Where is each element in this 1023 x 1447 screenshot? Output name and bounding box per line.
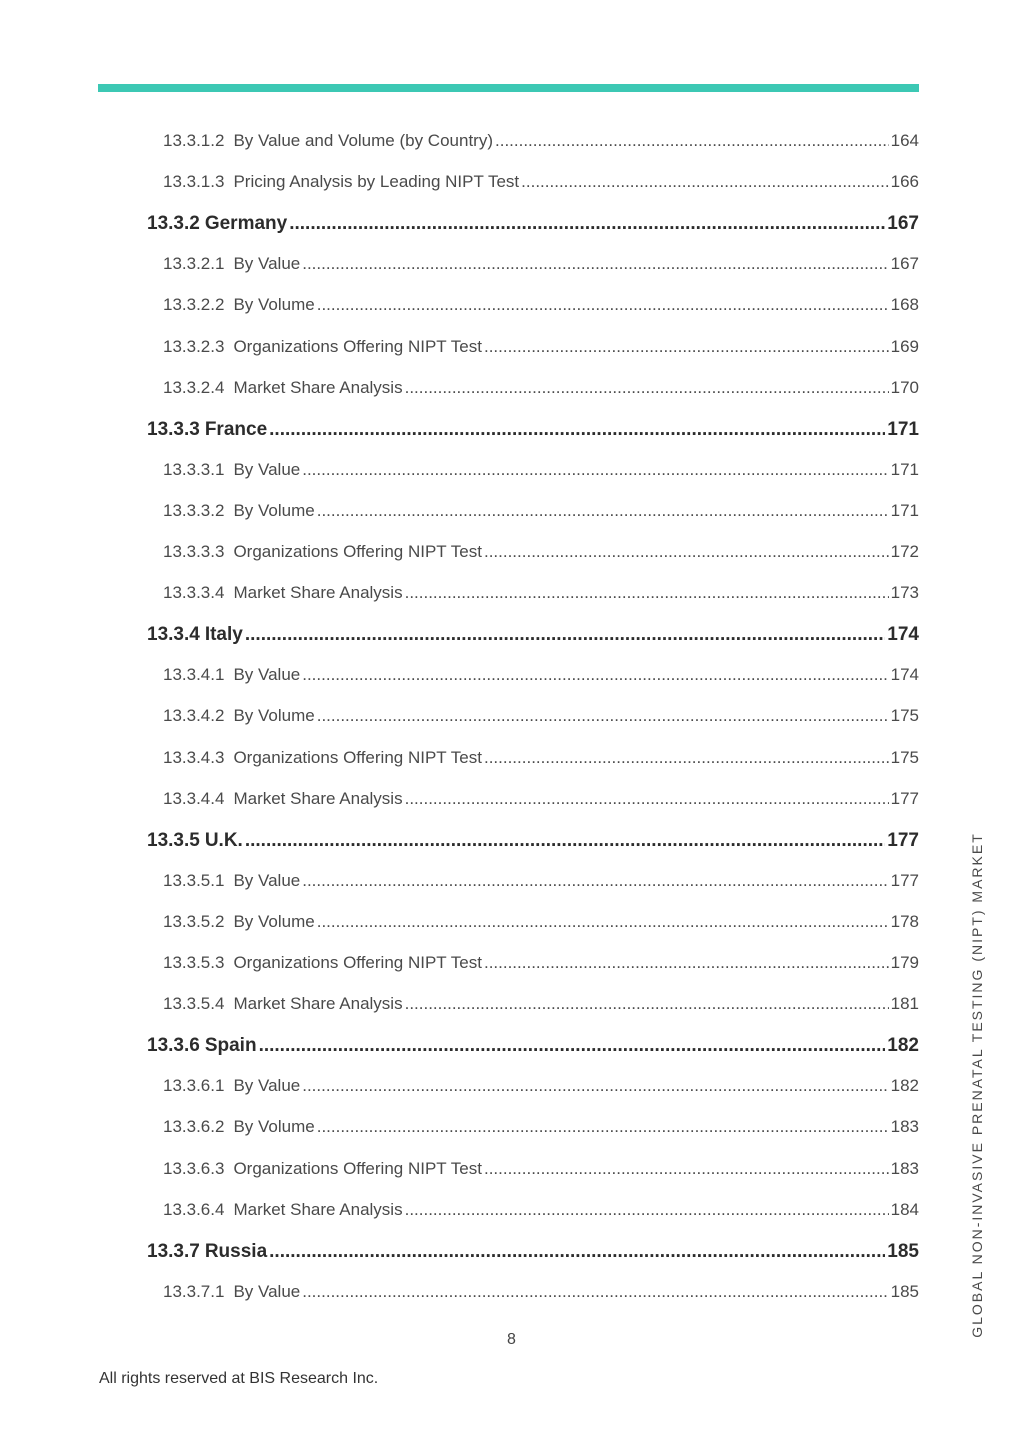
toc-subsection-entry[interactable]	[163, 912, 919, 932]
toc-entry-page: 168	[890, 295, 919, 315]
toc-dot-leader	[484, 748, 889, 768]
toc-entry-title: By Volume	[233, 1117, 315, 1137]
toc-entry-title: Market Share Analysis	[233, 1199, 403, 1219]
toc-dot-leader	[317, 501, 889, 521]
toc-entry-number: 13.3.6.4	[163, 1199, 225, 1219]
toc-entry-number: 13.3.5.4	[163, 994, 225, 1014]
header-accent-bar	[98, 84, 919, 92]
toc-entry-number: 13.3.5.3	[163, 953, 225, 972]
toc-entry-title: By Value	[233, 254, 301, 274]
toc-subsection-entry[interactable]	[163, 1117, 919, 1137]
toc-entry-number: 13.3.1.3	[163, 172, 225, 192]
toc-entry-page: 175	[890, 706, 919, 726]
toc-entry-number: 13.3.4	[147, 624, 200, 646]
toc-entry-number: 13.3.2.3	[163, 336, 225, 356]
toc-dot-leader	[495, 131, 889, 151]
toc-entry-page: 185	[890, 1281, 919, 1301]
toc-dot-leader	[484, 337, 889, 357]
toc-subsection-entry[interactable]	[163, 871, 919, 891]
toc-entry-page: 185	[887, 1240, 919, 1262]
toc-entry-title: Organizations Offering NIPT Test	[233, 336, 482, 356]
toc-entry-title: By Volume	[233, 911, 315, 931]
toc-entry-title: Organizations Offering NIPT Test	[233, 953, 482, 972]
toc-subsection-entry[interactable]	[163, 665, 919, 685]
toc-entry-page: 183	[890, 1158, 919, 1178]
toc-entry-number: 13.3.4.2	[163, 706, 225, 726]
toc-entry-title: Organizations Offering NIPT Test	[233, 747, 482, 767]
toc-subsection-entry[interactable]	[163, 1076, 919, 1096]
toc-dot-leader	[484, 542, 889, 562]
toc-subsection-entry[interactable]	[163, 254, 919, 274]
toc-section-entry[interactable]	[147, 1241, 919, 1263]
toc-subsection-entry[interactable]	[163, 295, 919, 315]
toc-dot-leader	[289, 213, 885, 235]
toc-dot-leader	[302, 1076, 888, 1096]
side-report-title: GLOBAL NON-INVASIVE PRENATAL TESTING (NIPT) MARKET	[969, 832, 985, 1338]
toc-section-entry[interactable]	[147, 624, 919, 646]
toc-entry-title: By Value	[233, 1281, 301, 1301]
toc-dot-leader	[405, 378, 889, 398]
toc-section-entry[interactable]	[147, 1035, 919, 1057]
toc-entry-number: 13.3.4.3	[163, 747, 225, 767]
toc-dot-leader	[302, 1282, 888, 1302]
toc-dot-leader	[405, 583, 889, 603]
toc-dot-leader	[302, 871, 888, 891]
toc-subsection-entry[interactable]	[163, 748, 919, 768]
toc-entry-page: 174	[890, 665, 919, 685]
toc-entry-number: 13.3.3.3	[163, 542, 225, 561]
toc-entry-page: 170	[890, 377, 919, 397]
toc-entry-number: 13.3.2	[147, 213, 200, 235]
toc-entry-title: Market Share Analysis	[233, 377, 403, 397]
toc-entry-page: 164	[890, 131, 919, 150]
toc-entry-page: 179	[890, 953, 919, 972]
toc-entry-number: 13.3.6.2	[163, 1117, 225, 1137]
toc-dot-leader	[405, 789, 889, 809]
toc-section-entry[interactable]	[147, 213, 919, 235]
toc-subsection-entry[interactable]	[163, 501, 919, 521]
toc-subsection-entry[interactable]	[163, 1282, 919, 1302]
toc-entry-number: 13.3.5	[147, 829, 200, 851]
toc-entry-page: 174	[887, 624, 919, 646]
toc-entry-page: 184	[890, 1199, 919, 1219]
toc-entry-title: Organizations Offering NIPT Test	[233, 542, 482, 561]
toc-entry-page: 167	[890, 254, 919, 274]
toc-entry-title: France	[204, 418, 268, 440]
toc-entry-number: 13.3.4.4	[163, 788, 225, 808]
toc-entry-number: 13.3.2.4	[163, 377, 225, 397]
toc-subsection-entry[interactable]	[163, 953, 919, 973]
toc-entry-title: By Volume	[233, 295, 315, 315]
toc-dot-leader	[405, 1200, 889, 1220]
toc-entry-page: 171	[890, 459, 919, 479]
toc-entry-title: By Value	[233, 459, 301, 479]
toc-entry-page: 183	[890, 1117, 919, 1137]
toc-subsection-entry[interactable]	[163, 1200, 919, 1220]
toc-entry-number: 13.3.6.1	[163, 1076, 225, 1096]
footer-copyright: All rights reserved at BIS Research Inc.	[99, 1370, 379, 1387]
toc-entry-title: Market Share Analysis	[233, 583, 403, 603]
toc-dot-leader	[317, 1117, 889, 1137]
toc-entry-number: 13.3.7	[147, 1240, 200, 1262]
toc-entry-number: 13.3.3.1	[163, 459, 225, 479]
toc-dot-leader	[521, 172, 888, 192]
toc-entry-title: By Value	[233, 665, 301, 685]
toc-entry-page: 171	[890, 500, 919, 520]
toc-entry-title: Organizations Offering NIPT Test	[233, 1158, 482, 1178]
toc-entry-page: 175	[890, 747, 919, 767]
toc-entry-page: 178	[890, 911, 919, 931]
toc-dot-leader	[269, 419, 885, 441]
toc-subsection-entry[interactable]	[163, 706, 919, 726]
toc-subsection-entry[interactable]	[163, 1159, 919, 1179]
toc-entry-number: 13.3.1.2	[163, 131, 225, 150]
toc-entry-title: By Value	[233, 1076, 301, 1096]
toc-entry-title: Germany	[204, 213, 288, 235]
toc-subsection-entry[interactable]	[163, 337, 919, 357]
toc-subsection-entry[interactable]	[163, 994, 919, 1014]
toc-subsection-entry[interactable]	[163, 378, 919, 398]
toc-dot-leader	[269, 1241, 885, 1263]
page-number: 8	[507, 1331, 516, 1348]
toc-dot-leader	[302, 460, 888, 480]
toc-entry-page: 166	[890, 172, 919, 192]
toc-entry-number: 13.3.5.2	[163, 911, 225, 931]
toc-section-entry[interactable]	[147, 830, 919, 852]
toc-subsection-entry[interactable]	[163, 460, 919, 480]
toc-entry-number: 13.3.3.2	[163, 500, 225, 520]
toc-section-entry[interactable]	[147, 419, 919, 441]
toc-subsection-entry[interactable]	[163, 542, 919, 562]
toc-dot-leader	[484, 953, 889, 973]
toc-entry-title: Market Share Analysis	[233, 788, 403, 808]
toc-entry-number: 13.3.2.1	[163, 254, 225, 274]
toc-dot-leader	[302, 254, 888, 274]
toc-dot-leader	[317, 912, 889, 932]
toc-dot-leader	[317, 706, 889, 726]
toc-entry-number: 13.3.4.1	[163, 665, 225, 685]
toc-dot-leader	[405, 994, 889, 1014]
toc-entry-page: 182	[887, 1035, 919, 1057]
toc-subsection-entry[interactable]	[163, 789, 919, 809]
toc-entry-page: 173	[890, 583, 919, 603]
toc-entry-page: 171	[887, 418, 919, 440]
toc-entry-page: 177	[890, 788, 919, 808]
toc-entry-title: U.K.	[204, 829, 243, 851]
toc-subsection-entry[interactable]	[163, 131, 919, 151]
toc-entry-page: 177	[887, 829, 919, 851]
toc-entry-title: By Value and Volume (by Country)	[233, 131, 493, 150]
toc-entry-number: 13.3.6	[147, 1035, 200, 1057]
toc-dot-leader	[245, 624, 885, 646]
toc-entry-page: 182	[890, 1076, 919, 1096]
toc-entry-page: 172	[890, 542, 919, 561]
toc-entry-number: 13.3.7.1	[163, 1281, 225, 1301]
toc-entry-title: Market Share Analysis	[233, 994, 403, 1014]
toc-entry-page: 169	[890, 336, 919, 356]
toc-dot-leader	[302, 665, 888, 685]
toc-entry-title: By Volume	[233, 500, 315, 520]
toc-entry-title: Italy	[204, 624, 243, 646]
toc-entry-title: Russia	[204, 1240, 268, 1262]
toc-subsection-entry[interactable]	[163, 172, 919, 192]
toc-dot-leader	[317, 295, 889, 315]
toc-entry-page: 181	[890, 994, 919, 1014]
toc-entry-title: By Value	[233, 870, 301, 890]
toc-entry-title: Pricing Analysis by Leading NIPT Test	[233, 172, 520, 192]
toc-entry-page: 167	[887, 213, 919, 235]
toc-entry-number: 13.3.6.3	[163, 1158, 225, 1178]
toc-dot-leader	[484, 1159, 889, 1179]
toc-entry-number: 13.3.2.2	[163, 295, 225, 315]
toc-dot-leader	[245, 830, 885, 852]
toc-entry-page: 177	[890, 870, 919, 890]
toc-subsection-entry[interactable]	[163, 583, 919, 603]
toc-entry-number: 13.3.3.4	[163, 583, 225, 603]
toc-entry-title: By Volume	[233, 706, 315, 726]
toc-entry-number: 13.3.5.1	[163, 870, 225, 890]
toc-dot-leader	[259, 1035, 886, 1057]
toc-entry-number: 13.3.3	[147, 418, 200, 440]
toc-entry-title: Spain	[204, 1035, 257, 1057]
